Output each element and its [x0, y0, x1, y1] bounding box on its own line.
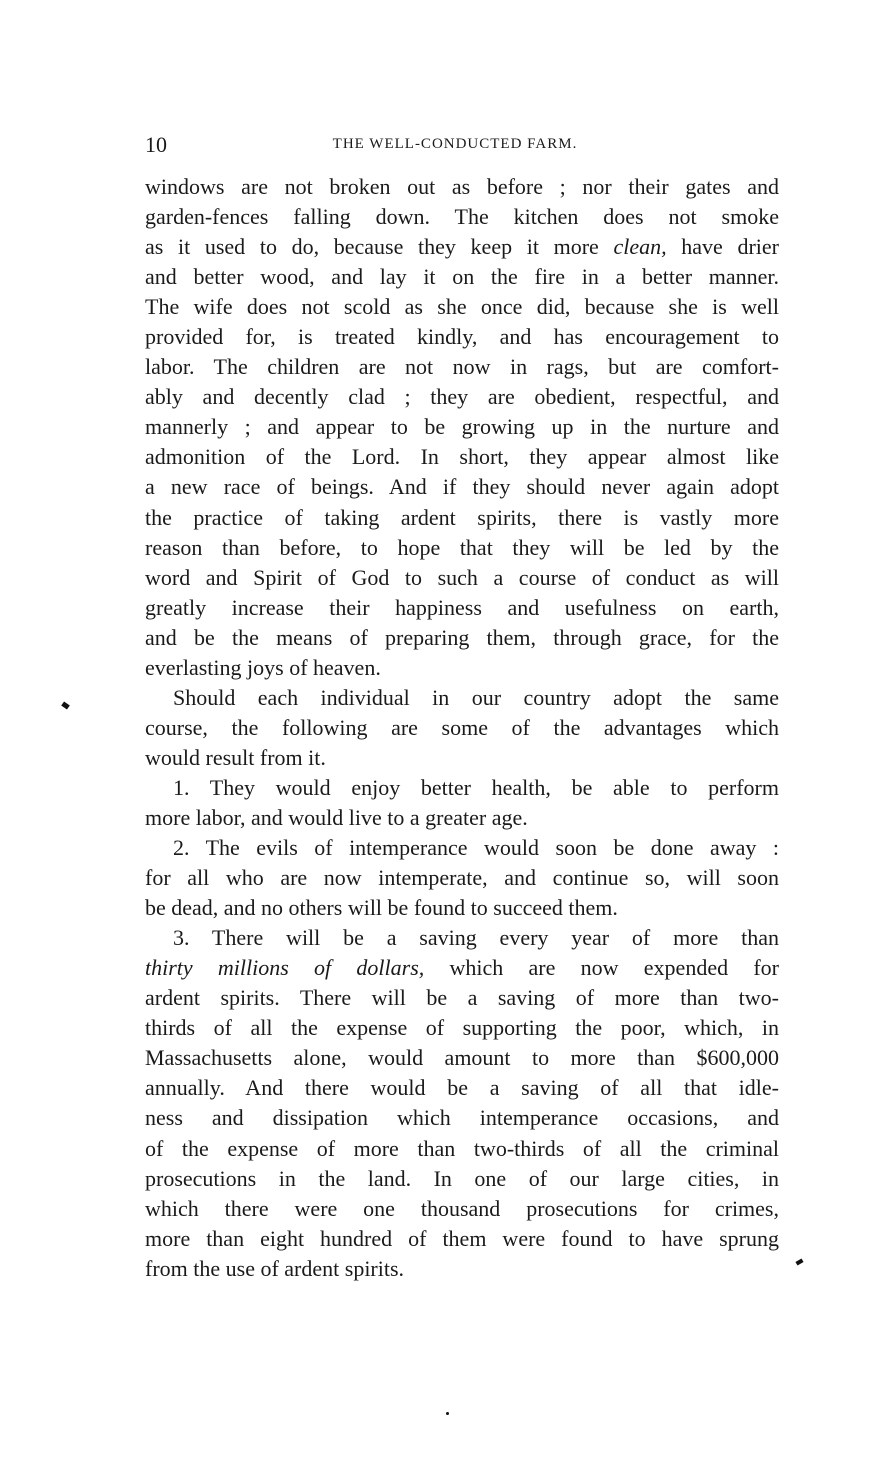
text-line — [145, 262, 779, 292]
text-run: a new race of beings. And if they should never again adopt — [145, 474, 779, 500]
text-line — [145, 292, 779, 322]
text-line — [145, 1194, 779, 1224]
text-run: would result from it. — [145, 744, 326, 770]
text-line — [145, 382, 779, 412]
text-line — [145, 713, 779, 743]
text-run: greatly increase their happiness and usefulness on earth, — [145, 594, 779, 620]
text-line — [145, 653, 779, 683]
text-line — [145, 923, 779, 953]
text-run: Should each individual in our country adopt the same — [173, 684, 779, 710]
text-line — [145, 1073, 779, 1103]
text-line — [145, 232, 779, 262]
text-line — [145, 1134, 779, 1164]
ink-speck — [795, 1259, 803, 1266]
text-line — [145, 202, 779, 232]
text-run: have drier — [666, 234, 779, 260]
text-run: ardent spirits. There will be a saving of more than two- — [145, 985, 779, 1011]
text-line — [145, 983, 779, 1013]
text-run: windows are not broken out as before ; nor their gates and — [145, 174, 779, 199]
text-run: for all who are now intemperate, and continue so, will soon — [145, 865, 779, 891]
text-line — [145, 1103, 779, 1133]
text-run: mannerly ; and appear to be growing up in the nurture and — [145, 414, 779, 440]
text-line — [145, 893, 779, 923]
text-run: 3. There will be a saving every year of more than — [173, 925, 779, 951]
text-run: course, the following are some of the advantages which — [145, 714, 779, 740]
text-run: The wife does not scold as she once did, because she is well — [145, 294, 779, 320]
text-run: 2. The evils of intemperance would soon be done away : — [173, 835, 779, 861]
text-run: admonition of the Lord. In short, they appear almost like — [145, 444, 779, 470]
text-line — [145, 773, 779, 803]
text-line — [145, 803, 779, 833]
text-run: of the expense of more than two-thirds of all the criminal — [145, 1135, 779, 1161]
text-line — [145, 172, 779, 202]
text-line — [145, 833, 779, 863]
text-run: which are now expended for — [424, 955, 779, 981]
text-run: and better wood, and lay it on the fire in a better manner. — [145, 264, 779, 290]
text-line — [145, 593, 779, 623]
text-run: which there were one thousand prosecutions for crimes, — [145, 1195, 779, 1221]
text-line — [145, 1013, 779, 1043]
text-line — [145, 442, 779, 472]
text-run: the practice of taking ardent spirits, there is vastly more — [145, 504, 779, 530]
ink-speck — [61, 701, 70, 709]
text-run: more than eight hundred of them were found to have sprung — [145, 1225, 779, 1251]
text-run: be dead, and no others will be found to succeed them. — [145, 895, 618, 921]
text-line — [145, 503, 779, 533]
ink-speck — [446, 1412, 449, 1415]
text-run: everlasting joys of heaven. — [145, 654, 381, 680]
text-run: more labor, and would live to a greater age. — [145, 804, 528, 830]
italic-text: thirty millions of dollars, — [145, 955, 425, 981]
text-line — [145, 472, 779, 502]
text-run: ness and dissipation which intemperance occasions, and — [145, 1105, 779, 1131]
text-line — [145, 533, 779, 563]
text-line — [145, 1254, 779, 1284]
text-run: provided for, is treated kindly, and has encouragement to — [145, 324, 779, 350]
text-line — [145, 1164, 779, 1194]
text-run: Massachusetts alone, would amount to more than $600,000 — [145, 1045, 779, 1071]
text-run: reason than before, to hope that they will be led by the — [145, 534, 779, 560]
text-run: word and Spirit of God to such a course of conduct as will — [145, 564, 779, 590]
text-run: from the use of ardent spirits. — [145, 1255, 405, 1281]
text-run: thirds of all the expense of supporting the poor, which, in — [145, 1015, 779, 1041]
italic-text: clean, — [613, 234, 667, 260]
body-text — [145, 172, 779, 1284]
text-run: as it used to do, because they keep it more — [145, 234, 614, 260]
text-run: and be the means of preparing them, through grace, for the — [145, 624, 779, 650]
text-line — [145, 623, 779, 653]
text-line — [145, 1224, 779, 1254]
text-line — [145, 412, 779, 442]
text-line — [145, 1043, 779, 1073]
text-run: 1. They would enjoy better health, be able to perform — [173, 774, 779, 800]
text-run: annually. And there would be a saving of all that idle- — [145, 1075, 779, 1101]
text-line — [145, 863, 779, 893]
text-line — [145, 953, 779, 983]
text-run: ably and decently clad ; they are obedient, respectful, and — [145, 384, 779, 410]
running-title: THE WELL-CONDUCTED FARM. — [332, 136, 578, 152]
text-line — [145, 322, 779, 352]
text-run: prosecutions in the land. In one of our large cities, in — [145, 1165, 779, 1191]
page-number: 10 — [145, 132, 167, 157]
text-line — [145, 352, 779, 382]
text-run: labor. The children are not now in rags, but are comfort- — [145, 354, 779, 380]
text-run: garden-fences falling down. The kitchen does not smoke — [145, 204, 779, 230]
text-line — [145, 563, 779, 593]
text-line — [145, 683, 779, 713]
text-line — [145, 743, 779, 773]
